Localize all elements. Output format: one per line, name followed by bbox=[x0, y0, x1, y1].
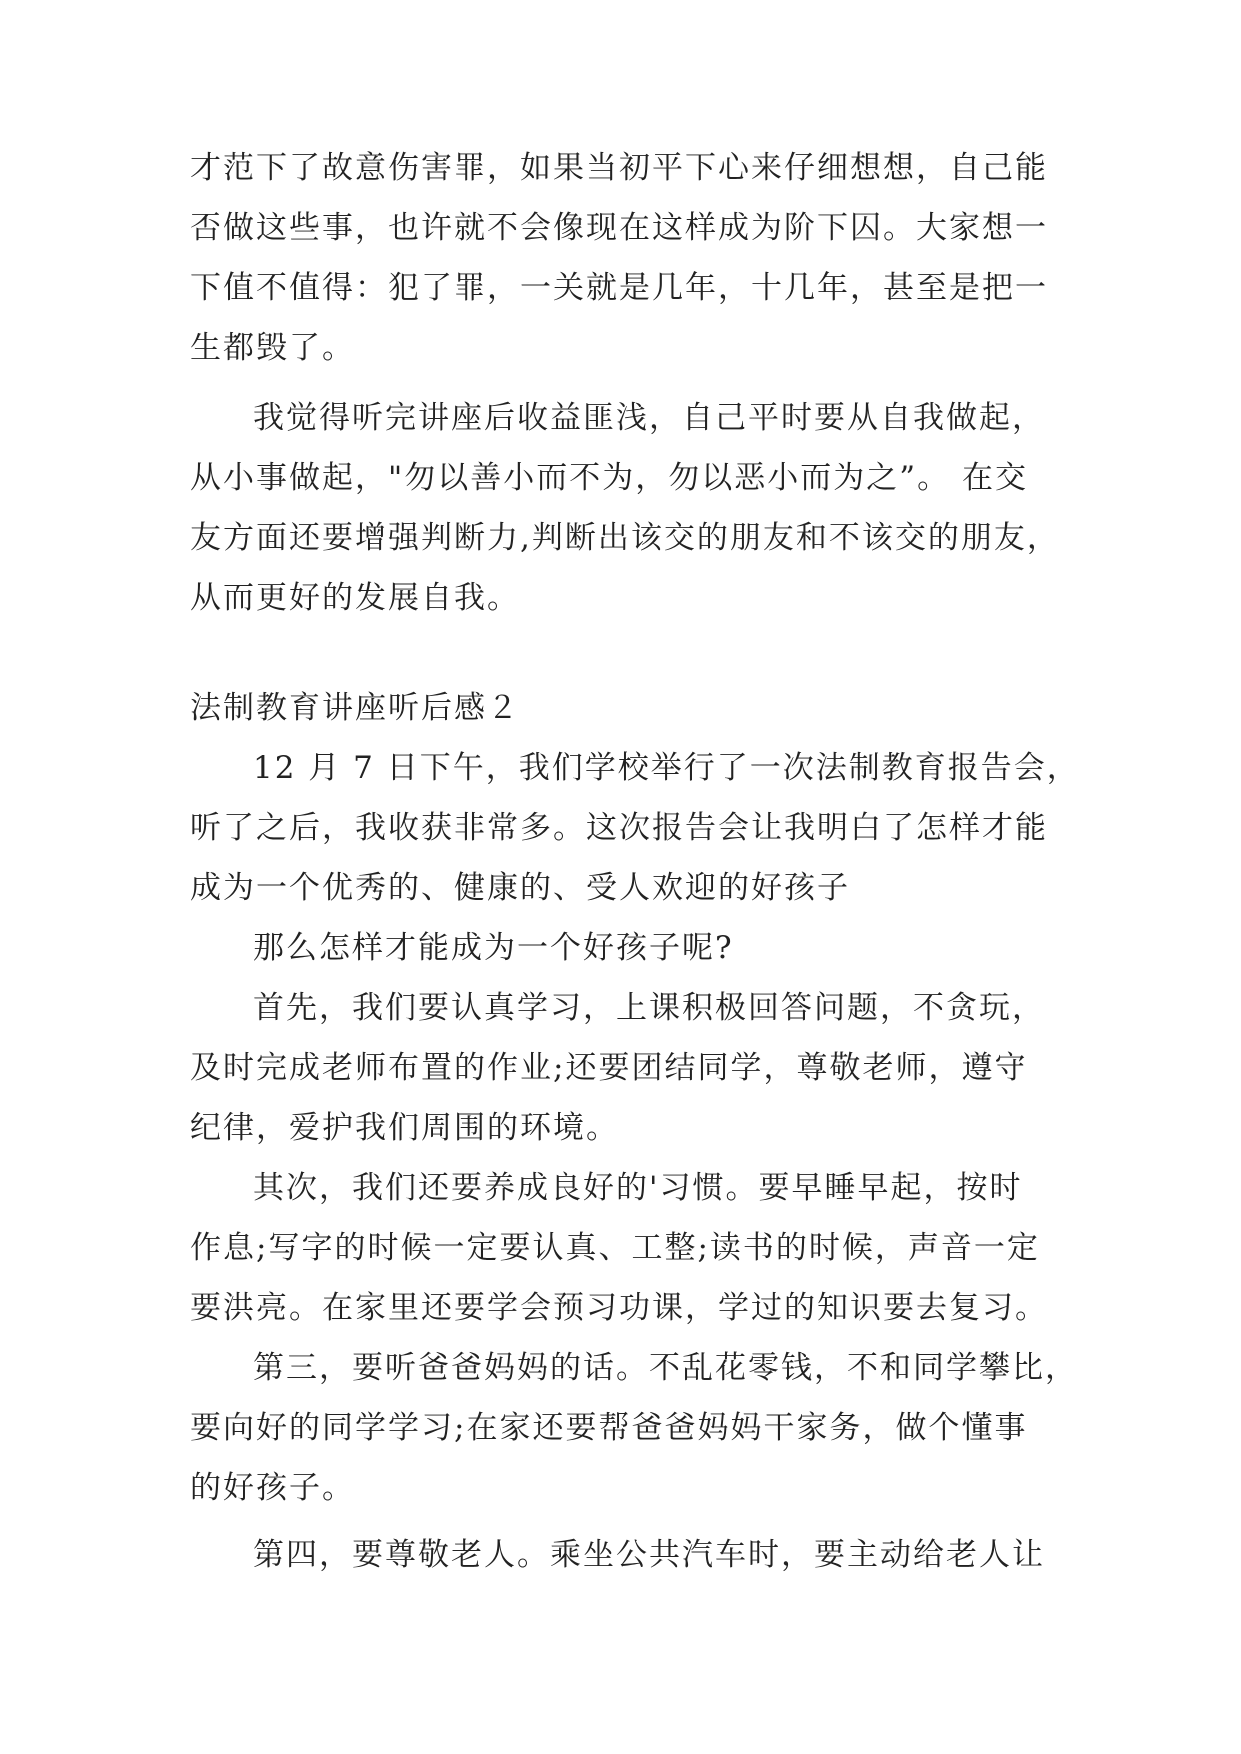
section-title: 法制教育讲座听后感２ bbox=[190, 690, 520, 726]
paragraph-first-line: 12 月 7 日下午，我们学校举行了一次法制教育报告会， bbox=[253, 750, 1080, 786]
text-line: 从而更好的发展自我。 bbox=[190, 580, 520, 616]
paragraph-first-line: 我觉得听完讲座后收益匪浅，自己平时要从自我做起， bbox=[253, 400, 1045, 436]
text-line: 要洪亮。在家里还要学会预习功课，学过的知识要去复习。 bbox=[190, 1290, 1048, 1326]
text-line: 的好孩子。 bbox=[190, 1470, 355, 1506]
paragraph-first-line: 首先，我们要认真学习，上课积极回答问题，不贪玩， bbox=[253, 990, 1045, 1026]
text-line: 生都毁了。 bbox=[190, 330, 355, 366]
text-line: 听了之后，我收获非常多。这次报告会让我明白了怎样才能 bbox=[190, 810, 1048, 846]
paragraph-first-line: 第三，要听爸爸妈妈的话。不乱花零钱，不和同学攀比， bbox=[253, 1350, 1078, 1386]
text-line: 否做这些事，也许就不会像现在这样成为阶下囚。大家想一 bbox=[190, 210, 1048, 246]
paragraph-first-line: 那么怎样才能成为一个好孩子呢? bbox=[253, 930, 734, 966]
paragraph-first-line: 其次，我们还要养成良好的'习惯。要早睡早起，按时 bbox=[253, 1170, 1023, 1206]
text-line: 成为一个优秀的、健康的、受人欢迎的好孩子 bbox=[190, 870, 850, 906]
text-line: 才范下了故意伤害罪，如果当初平下心来仔细想想，自己能 bbox=[190, 150, 1048, 186]
text-line: 要向好的同学学习;在家还要帮爸爸妈妈干家务，做个懂事 bbox=[190, 1410, 1028, 1446]
text-line: 纪律，爱护我们周围的环境。 bbox=[190, 1110, 619, 1146]
text-line: 下值不值得：犯了罪，一关就是几年，十几年，甚至是把一 bbox=[190, 270, 1048, 306]
paragraph-first-line: 第四，要尊敬老人。乘坐公共汽车时，要主动给老人让 bbox=[253, 1537, 1045, 1573]
text-line: 及时完成老师布置的作业;还要团结同学，尊敬老师，遵守 bbox=[190, 1050, 1028, 1086]
text-line: 从小事做起，"勿以善小而不为，勿以恶小而为之”。 在交 bbox=[190, 460, 1028, 496]
text-line: 作息;写字的时候一定要认真、工整;读书的时候，声音一定 bbox=[190, 1230, 1040, 1266]
text-line: 友方面还要增强判断力,判断出该交的朋友和不该交的朋友， bbox=[190, 520, 1060, 556]
